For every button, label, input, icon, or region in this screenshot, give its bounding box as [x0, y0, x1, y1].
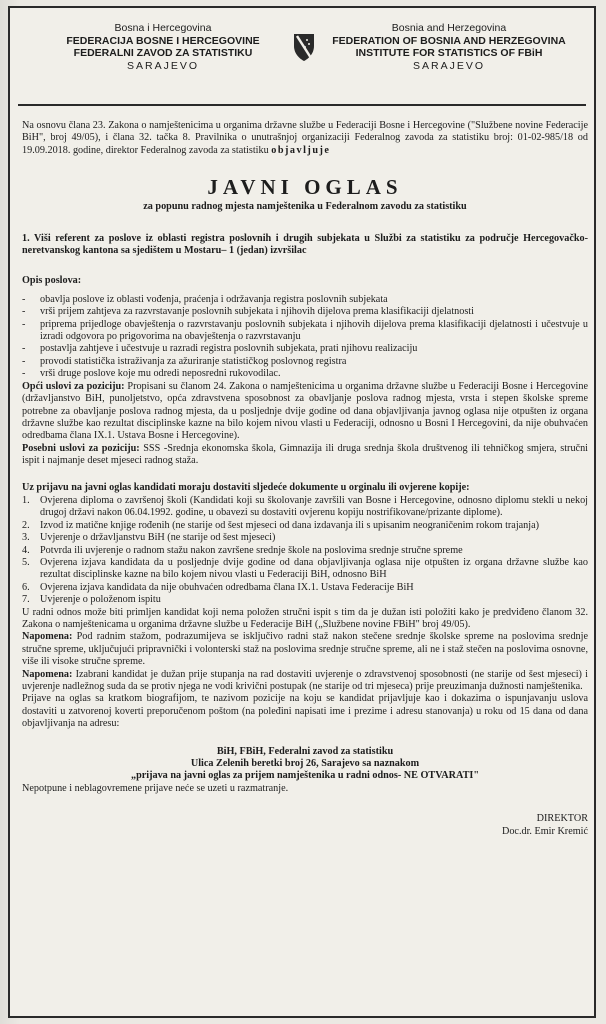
intro-verb: objavljuje [271, 144, 331, 156]
documents-heading: Uz prijavu na javni oglas kandidati moraju dostaviti sljedeće dokumente u orginalu ili ovjerene kopije: [22, 481, 470, 493]
header-institution-en: INSTITUTE FOR STATISTICS OF FBiH [355, 47, 543, 60]
special-conditions-label: Posebni uslovi za poziciju: [22, 442, 140, 454]
header-country-en: Bosnia and Herzegovina [391, 22, 507, 34]
general-conditions-label: Opći uslovi za poziciju: [22, 380, 125, 392]
list-item: - vrši prijem zahtjeva za razvrstavanje poslovnih subjekata i njihovih dijelova prema klasifikaciji djelatnosti [22, 306, 588, 318]
list-item: 1. Ovjerena diploma o završenoj školi (Kandidati koji su školovanje završili van Bosne i Hercegovine, odnosno diplomu stekli u nekoj drugoj državi nakon 06.04.1992. godine, u obavezi su dostaviti ovjerenu kopiju nostrifikovane/prizante diplome). [22, 494, 588, 519]
list-item: - postavlja zahtjeve i učestvuje u razradi registra poslovnih subjekata, prati njihovu realizaciju [22, 343, 588, 355]
special-conditions-text: SSS -Srednja ekonomska škola, Gimnazija ili druga srednja škola društvenog ili tehničkog smjera, stručni ispit i najmanje deset mjeseci radnog staža. [22, 442, 588, 467]
header-divider [18, 104, 586, 106]
list-item: - obavlja poslove iz oblasti vođenja, praćenja i održavanja registra poslovnih subjekata [22, 294, 588, 306]
header-city-en: SARAJEVO [412, 59, 486, 72]
list-item: - vrši druge poslove koje mu odredi neposredni rukovodilac. [22, 368, 588, 380]
submission-instructions: Prijave na oglas sa kratkom biografijom, te nazivom pozicije na koju se kandidat prijavljuje kao i dokazima o ispunjavanju uslova dostaviti u zatvorenoj koverti preporučenom poštom (na poleđini napisati ime i prezime i adresu stanovanja) u roku od 15 dana od dana objavljivanja na adresu: [22, 693, 588, 730]
employment-note: U radni odnos može biti primljen kandidat koji nema položen stručni ispit s tim da je dužan isti položiti kako je predviđeno članom 32. Zakona o namještenicama u organima državne službe u Federacije BiH („Službene novine FBiH" broj 49/05). [22, 606, 588, 630]
documents-list [22, 495, 588, 607]
special-conditions [22, 443, 588, 468]
incomplete-applications-note: Nepotpune i neblagovremene prijave neće se uzeti u razmatranje. [22, 782, 289, 794]
general-conditions-text: Propisani su članom 24. Zakona o namještenicima u organima državne službe u Federaciji Bosne i Hercegovine (državljanstvo BiH, punoljetstvo, opća zdravstvena sposobnost za obavljanje poslova radnog mjesta, vrsta i stepen školske spreme potrebne za obavljanje poslova radnog mjesta, da u posljednje dvije godine od dana objavljivanja javnog oglasa nije otpušten iz organa državne službe kao rezultat disciplinske kazne na bilo kojem nivou vlasti u Federaciji, odnosno u Bosni I Hercegovini, da nije obuhvaćen odredbama člana IX.1. Ustava Bosne i Hercegovine). [22, 380, 588, 442]
public-notice [8, 6, 596, 1018]
duties-heading: Opis poslova: [22, 275, 82, 287]
list-item: 2. Izvod iz matične knjige rođenih (ne starije od šest mjeseci od dana izdavanja ili s upisanim neograničenim rokom trajanja) [22, 519, 540, 531]
signature-role: DIREKTOR [536, 813, 588, 825]
note-work-experience [22, 631, 588, 668]
list-item: 3. Uvjerenje o državljanstvu BiH (ne starije od šest mjeseci) [22, 532, 276, 544]
signature-name: Doc.dr. Emir Kremić [501, 825, 588, 837]
address-line: Ulica Zelenih beretki broj 26, Sarajevo sa naznakom [190, 758, 420, 770]
note-text: Pod radnim stažom, podrazumijeva se isključivo radni staž nakon stečene srednje školske spreme na poslovima srednje stručne spreme, uključujući pripravnički i volonterski staž na poslovima srednje stručne spreme, ali ne i staž stečen na poslovima osnovne, više ili visoke stručne spreme. [22, 631, 588, 668]
note-health-certificate [22, 669, 588, 694]
intro-text: Na osnovu člana 23. Zakona o namještenicima u organima državne službe u Federaciji Bosne i Hercegovine ("Službene novine Federacije BiH", broj 49/05), i člana 32. tačka 8. Pravilnika o unutrašnjoj organizaciji Federalnog zavoda za statistiku broj: 01-02-985/18 od 19.09.2018. godine, direktor Federalnog zavoda za statistiku [22, 120, 588, 156]
header-institution: FEDERALNI ZAVOD ZA STATISTIKU [73, 47, 253, 60]
list-item: 4. Potvrda ili uvjerenje o radnom stažu nakon završene srednje škole na poslovima srednje stručne spreme [22, 544, 463, 556]
note-label: Napomena: [22, 668, 73, 680]
list-item: - priprema prijedloge obavještenja o razvrstavanju poslovnih subjekata i njihovih dijelova prema klasifikaciji djelatnosti i učestvuje u izradi odgovora po prigovorima na obavještenja o razvrstavanju [22, 319, 588, 344]
notice-title: JAVNI OGLAS [207, 175, 403, 200]
header-local-language [28, 22, 298, 72]
header-country: Bosna i Hercegovina [114, 22, 212, 34]
coat-of-arms-icon [292, 32, 316, 62]
header-federation-en: FEDERATION OF BOSNIA AND HERZEGOVINA [332, 34, 566, 47]
duties-list [22, 294, 588, 381]
list-item: - provodi statistička istraživanja za ažuriranje statističkog poslovnog registra [22, 356, 588, 368]
address-line: „prijava na javni oglas za prijem namještenika u radni odnos- NE OTVARATI" [130, 770, 479, 782]
position-title: 1. Viši referent za poslove iz oblasti registra poslovnih i drugih subjekata u Službi za statistiku za područje Hercegovačko-neretvanskog kantona sa sjedištem u Mostaru– 1 (jedan) izvršilac [22, 232, 588, 257]
notice-body [22, 120, 588, 838]
list-item: 6. Ovjerena izjava kandidata da nije obuhvaćen odredbama člana IX.1. Ustava Federacije BiH [22, 581, 414, 593]
header-federation: FEDERACIJA BOSNE I HERCEGOVINE [66, 34, 260, 47]
list-item: 7. Uvjerenje o položenom ispitu [22, 594, 161, 606]
address-line: BiH, FBiH, Federalni zavod za statistiku [216, 745, 394, 757]
note-label: Napomena: [22, 631, 73, 643]
header-city: SARAJEVO [126, 59, 200, 72]
signature-block [22, 813, 588, 838]
notice-header [10, 18, 594, 100]
submission-address [22, 746, 588, 783]
header-english [314, 22, 584, 72]
note-text: Izabrani kandidat je dužan prije stupanja na rad dostaviti uvjerenje o zdravstvenoj sposobnosti (ne starije od šest mjeseci) i uvjerenje nadležnog suda da se protiv njega ne vodi krivični postupak (ne starije od tri mjeseca) prije preuzimanja dužnosti namještenika. [22, 668, 588, 693]
list-item: 5. Ovjerena izjava kandidata da u posljednje dvije godine od dana objavljivanja oglasa nije otpušten iz organa državne službe kao rezultat disciplinske kazne na bilo kojem nivou vlasti u Federaciji BiH, odnosno BiH [22, 556, 588, 581]
general-conditions [22, 381, 588, 443]
intro-paragraph [22, 120, 588, 157]
notice-subtitle: za popunu radnog mjesta namještenika u Federalnom zavodu za statistiku [143, 201, 467, 213]
